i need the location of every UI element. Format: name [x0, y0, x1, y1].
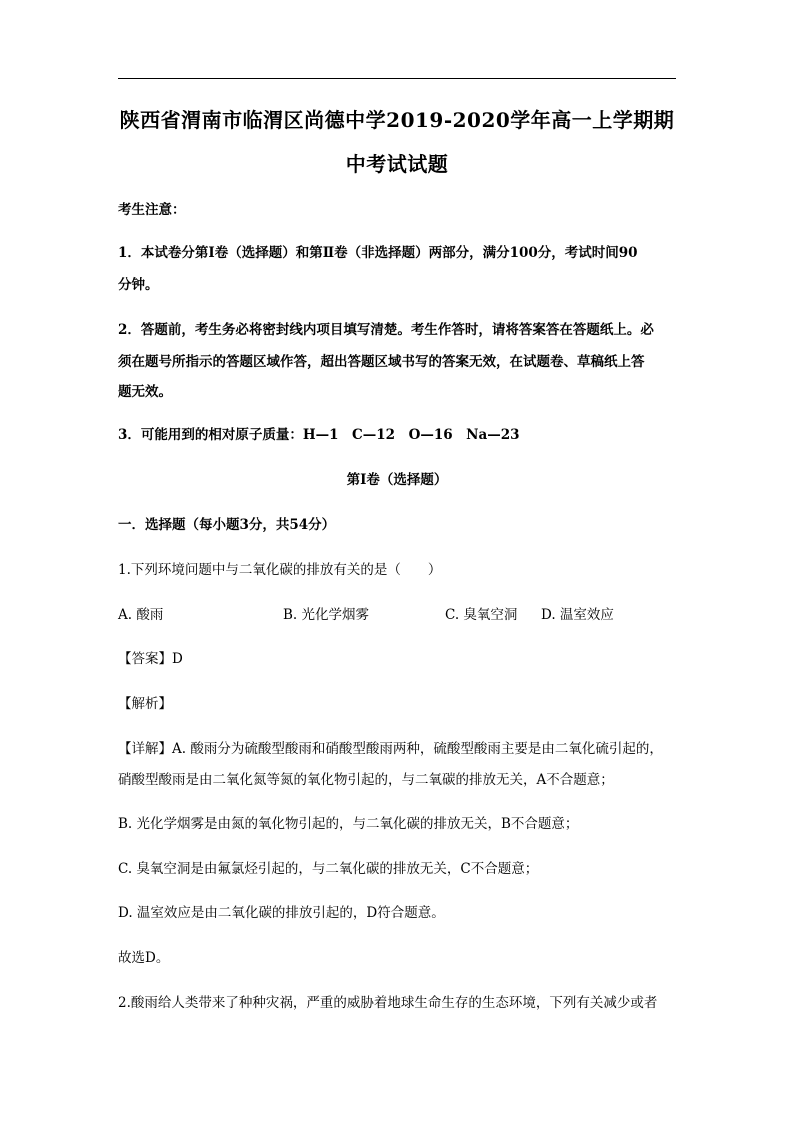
question-1-detail-c: C. 臭氧空洞是由氟氯烃引起的，与二氧化碳的排放无关，C不合题意；: [118, 861, 539, 877]
question-1-stem: 1.下列环境问题中与二氧化碳的排放有关的是（ ）: [118, 562, 442, 578]
document-title-line2: 中考试试题: [345, 152, 449, 176]
notice-item-2-line3: 题无效。: [118, 384, 172, 400]
question-1-detail-b: B. 光化学烟雾是由氮的氧化物引起的，与二氧化碳的排放无关，B不合题意；: [118, 816, 579, 832]
question-1-option-c: C. 臭氧空洞: [445, 607, 518, 623]
notice-item-1-line1: 1．本试卷分第Ⅰ卷（选择题）和第Ⅱ卷（非选择题）两部分，满分100分，考试时间90: [118, 245, 638, 261]
notice-item-1-line2: 分钟。: [118, 277, 159, 293]
question-1-conclusion: 故选D。: [118, 950, 170, 966]
question-1-option-b: B. 光化学烟雾: [283, 607, 370, 623]
question-1-analysis-label: 【解析】: [118, 696, 172, 712]
question-1-option-d: D. 温室效应: [541, 607, 614, 623]
question-1-detail-line1: 【详解】A. 酸雨分为硫酸型酸雨和硝酸型酸雨两种，硫酸型酸雨主要是由二氧化硫引起的，: [118, 741, 663, 757]
question-1-answer: 【答案】D: [118, 651, 183, 667]
question-1-option-a: A. 酸雨: [118, 607, 164, 623]
notice-heading: 考生注意：: [118, 202, 186, 218]
notice-item-2-line2: 须在题号所指示的答题区域作答，超出答题区域书写的答案无效，在试题卷、草稿纸上答: [118, 354, 645, 370]
volume-title: 第Ⅰ卷（选择题）: [346, 472, 448, 488]
question-2-stem-line1: 2.酸雨给人类带来了种种灾祸，严重的威胁着地球生命生存的生态环境，下列有关减少或者: [118, 995, 658, 1011]
notice-item-3: 3．可能用到的相对原子质量：H—1 C—12 O—16 Na—23: [118, 427, 520, 443]
question-1-detail-d: D. 温室效应是由二氧化碳的排放引起的，D符合题意。: [118, 905, 445, 921]
question-1-detail-line2: 硝酸型酸雨是由二氧化氮等氮的氧化物引起的，与二氧碳的排放无关，A不合题意；: [118, 772, 614, 788]
document-title-line1: 陕西省渭南市临渭区尚德中学2019-2020学年高一上学期期: [119, 108, 675, 132]
part-title: 一．选择题（每小题3分，共54分）: [118, 517, 336, 533]
header-rule: [118, 78, 676, 79]
notice-item-2-line1: 2．答题前，考生务必将密封线内项目填写清楚。考生作答时，请将答案答在答题纸上。必: [118, 322, 654, 338]
